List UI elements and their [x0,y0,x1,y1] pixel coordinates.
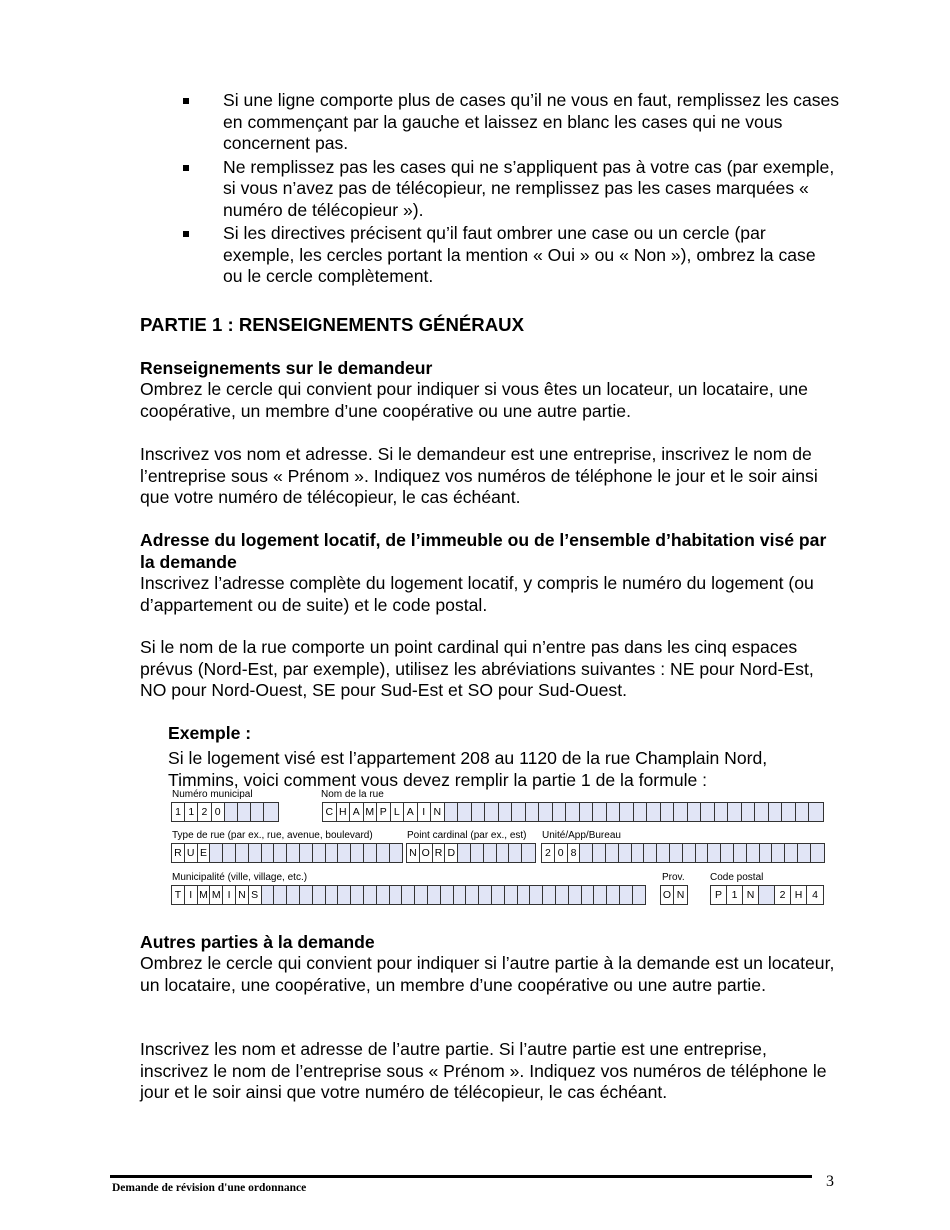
form-char-box: M [210,886,223,904]
form-char-box: 1 [727,886,743,904]
form-char-box [593,803,607,821]
form-char-box [262,844,275,862]
form-char-box [772,844,785,862]
other-parties-paragraph-2: Inscrivez les nom et adresse de l’autre partie. Si l’autre partie est une entreprise, inscrivez le nom de l’entreprise sous « Prénom ». Indiquez vos numéros de téléphone le jour et le soir ainsi que votre numéro de télécopieur, le cas échéant. [140,1039,827,1102]
form-char-box [262,886,275,904]
form-char-box [287,886,300,904]
form-char-box: A [404,803,418,821]
form-char-box [620,886,633,904]
form-char-box [377,886,390,904]
form-char-box [364,844,377,862]
form-char-box [556,886,569,904]
form-char-box [620,803,634,821]
form-char-box [796,803,810,821]
form-char-box: N [236,886,249,904]
form-char-box [471,844,484,862]
form-char-box [593,844,606,862]
form-char-box [526,803,540,821]
form-char-box [607,803,621,821]
form-char-box: O [661,886,674,904]
form-char-box [811,844,824,862]
form-char-box: 0 [555,844,568,862]
form-char-box [351,886,364,904]
form-char-box [484,844,497,862]
form-char-box [485,803,499,821]
form-char-box [300,844,313,862]
form-char-box [606,844,619,862]
form-char-box: S [249,886,262,904]
form-char-box [264,803,277,821]
form-char-box [782,803,796,821]
form-char-box [479,886,492,904]
form-char-box: 8 [568,844,581,862]
form-char-box [809,803,823,821]
form-char-box [594,886,607,904]
bullet-icon [183,165,189,171]
form-char-box [701,803,715,821]
form-char-box [696,844,709,862]
address-paragraph-1: Inscrivez l’adresse complète du logement locatif, y compris le numéro du logement (ou d’appartement ou de suite) et le code postal. [140,573,814,615]
form-char-box: 0 [212,803,225,821]
form-char-box: O [420,844,433,862]
form-char-box [721,844,734,862]
form-char-box [553,803,567,821]
list-item-text: Si une ligne comporte plus de cases qu’il ne vous en faut, remplissez les cases en commençant par la gauche et laissez en blanc les cases qui ne vous concernent pas. [223,90,840,153]
form-char-box [300,886,313,904]
form-char-box [518,886,531,904]
form-char-box [338,844,351,862]
street-number-field [171,802,279,822]
form-char-box [505,886,518,904]
form-char-box [708,844,721,862]
applicant-heading: Renseignements sur le demandeur [140,358,433,378]
form-char-box [582,886,595,904]
form-char-box: I [418,803,432,821]
prov-field [660,885,688,905]
postal-field [710,885,824,905]
footer-title: Demande de révision d'une ordonnance [112,1182,307,1194]
form-char-box [688,803,702,821]
form-char-box: R [433,844,446,862]
form-char-box [249,844,262,862]
form-char-box [223,844,236,862]
form-char-box: 2 [542,844,555,862]
form-char-box [632,844,645,862]
list-item [180,223,840,288]
form-char-box: 1 [185,803,198,821]
form-char-box [728,803,742,821]
list-item [180,157,840,222]
form-char-box [543,886,556,904]
form-char-box: R [172,844,185,862]
street-number-label: Numéro municipal [172,789,253,800]
bullet-icon [183,98,189,104]
form-char-box: L [391,803,405,821]
footer-divider [110,1175,812,1178]
form-char-box [454,886,467,904]
form-char-box [674,803,688,821]
form-char-box: M [364,803,378,821]
municipality-field [171,885,646,905]
form-char-box [798,844,811,862]
form-char-box: P [711,886,727,904]
form-char-box [499,803,513,821]
form-char-box [428,886,441,904]
form-char-box [225,803,238,821]
form-char-box [683,844,696,862]
example-text: Si le logement visé est l’appartement 208 au 1120 de la rue Champlain Nord, Timmins, voici comment vous devez remplir la partie 1 de la formule : [168,748,768,790]
street-type-field [171,843,403,863]
form-char-box [512,803,526,821]
form-char-box [274,844,287,862]
street-type-label: Type de rue (par ex., rue, avenue, boulevard) [172,830,373,841]
form-char-box: N [743,886,759,904]
part1-title: PARTIE 1 : RENSEIGNEMENTS GÉNÉRAUX [140,314,524,335]
form-char-box [785,844,798,862]
form-char-box [390,886,403,904]
form-char-box: D [445,844,458,862]
form-char-box [539,803,553,821]
form-char-box: M [198,886,211,904]
form-char-box [759,886,775,904]
form-char-box [755,803,769,821]
form-char-box: T [172,886,185,904]
form-char-box [647,803,661,821]
form-char-box [734,844,747,862]
form-char-box [580,803,594,821]
form-char-box [326,886,339,904]
form-char-box: U [185,844,198,862]
street-name-label: Nom de la rue [321,789,384,800]
form-char-box [364,886,377,904]
form-char-box [210,844,223,862]
form-char-box [445,803,459,821]
form-char-box [326,844,339,862]
unit-label: Unité/App/Bureau [542,830,621,841]
form-char-box [415,886,428,904]
form-char-box [441,886,454,904]
address-heading: Adresse du logement locatif, de l’immeuble ou de l’ensemble d’habitation visé par la demande [140,530,827,572]
form-char-box [238,803,251,821]
form-char-box: 2 [775,886,791,904]
form-char-box [251,803,264,821]
list-item-text: Ne remplissez pas les cases qui ne s’appliquent pas à votre cas (par exemple, si vous n’avez pas de télécopieur, ne remplissez pas les cases marquées « numéro de télécopieur »). [223,156,835,220]
form-char-box [509,844,522,862]
form-char-box [566,803,580,821]
form-char-box: 1 [172,803,185,821]
form-char-box [619,844,632,862]
form-char-box: H [791,886,807,904]
form-char-box: N [674,886,687,904]
form-char-box [466,886,479,904]
list-item [180,90,840,155]
form-char-box [769,803,783,821]
form-char-box: A [350,803,364,821]
form-char-box [715,803,729,821]
form-char-box [492,886,505,904]
cardinal-field [406,843,536,863]
form-char-box [633,886,646,904]
form-char-box: P [377,803,391,821]
form-char-box [402,886,415,904]
form-char-box [287,844,300,862]
instructions-list [180,90,840,290]
form-char-box [274,886,287,904]
form-char-box [760,844,773,862]
form-char-box [497,844,510,862]
form-char-box [313,844,326,862]
example-heading: Exemple : [168,723,252,743]
cardinal-label: Point cardinal (par ex., est) [407,830,527,841]
form-char-box: 4 [807,886,823,904]
form-char-box: E [198,844,211,862]
applicant-paragraph-2: Inscrivez vos nom et adresse. Si le demandeur est une entreprise, inscrivez le nom de l’entreprise sous « Prénom ». Indiquez vos numéros de téléphone le jour et le soir ainsi que votre numéro de télécopieur, le cas échéant. [140,444,818,507]
form-char-box: I [223,886,236,904]
applicant-paragraph-1: Ombrez le cercle qui convient pour indiquer si vous êtes un locateur, un locataire, une coopérative, un membre d’une coopérative ou une autre partie. [140,379,808,421]
form-char-box [742,803,756,821]
form-char-box: H [337,803,351,821]
form-char-box [522,844,535,862]
form-char-box [661,803,675,821]
form-char-box [670,844,683,862]
form-char-box [472,803,486,821]
form-char-box [644,844,657,862]
other-parties-paragraph-1: Ombrez le cercle qui convient pour indiquer si l’autre partie à la demande est un locateur, un locataire, une coopérative, un membre d’une coopérative ou une autre partie. [140,953,835,995]
form-char-box: 2 [198,803,211,821]
form-char-box [351,844,364,862]
street-name-field [322,802,824,822]
form-char-box [377,844,390,862]
form-char-box [313,886,326,904]
form-char-box [390,844,403,862]
page-number: 3 [826,1173,834,1190]
list-item-text: Si les directives précisent qu’il faut ombrer une case ou un cercle (par exemple, les cercles portant la mention « Oui » ou « Non »), ombrez la case ou le cercle complètement. [223,223,816,286]
form-char-box [747,844,760,862]
form-char-box: N [431,803,445,821]
address-paragraph-2: Si le nom de la rue comporte un point cardinal qui n’entre pas dans les cinq espaces prévus (Nord-Est, par exemple), utilisez les abréviations suivantes : NE pour Nord-Est, NO pour Nord-Ouest, SE pour Sud-Est et SO pour Sud-Ouest. [140,637,814,700]
form-char-box [236,844,249,862]
postal-label: Code postal [710,872,764,883]
form-char-box: C [323,803,337,821]
form-char-box: N [407,844,420,862]
bullet-icon [183,231,189,237]
municipality-label: Municipalité (ville, village, etc.) [172,872,308,883]
unit-field [541,843,825,863]
form-char-box [338,886,351,904]
form-char-box [530,886,543,904]
form-char-box [607,886,620,904]
form-char-box [569,886,582,904]
other-parties-heading: Autres parties à la demande [140,932,375,952]
form-char-box [458,803,472,821]
form-char-box [580,844,593,862]
form-char-box [458,844,471,862]
form-char-box [634,803,648,821]
form-char-box [657,844,670,862]
prov-label: Prov. [662,872,685,883]
form-char-box: I [185,886,198,904]
